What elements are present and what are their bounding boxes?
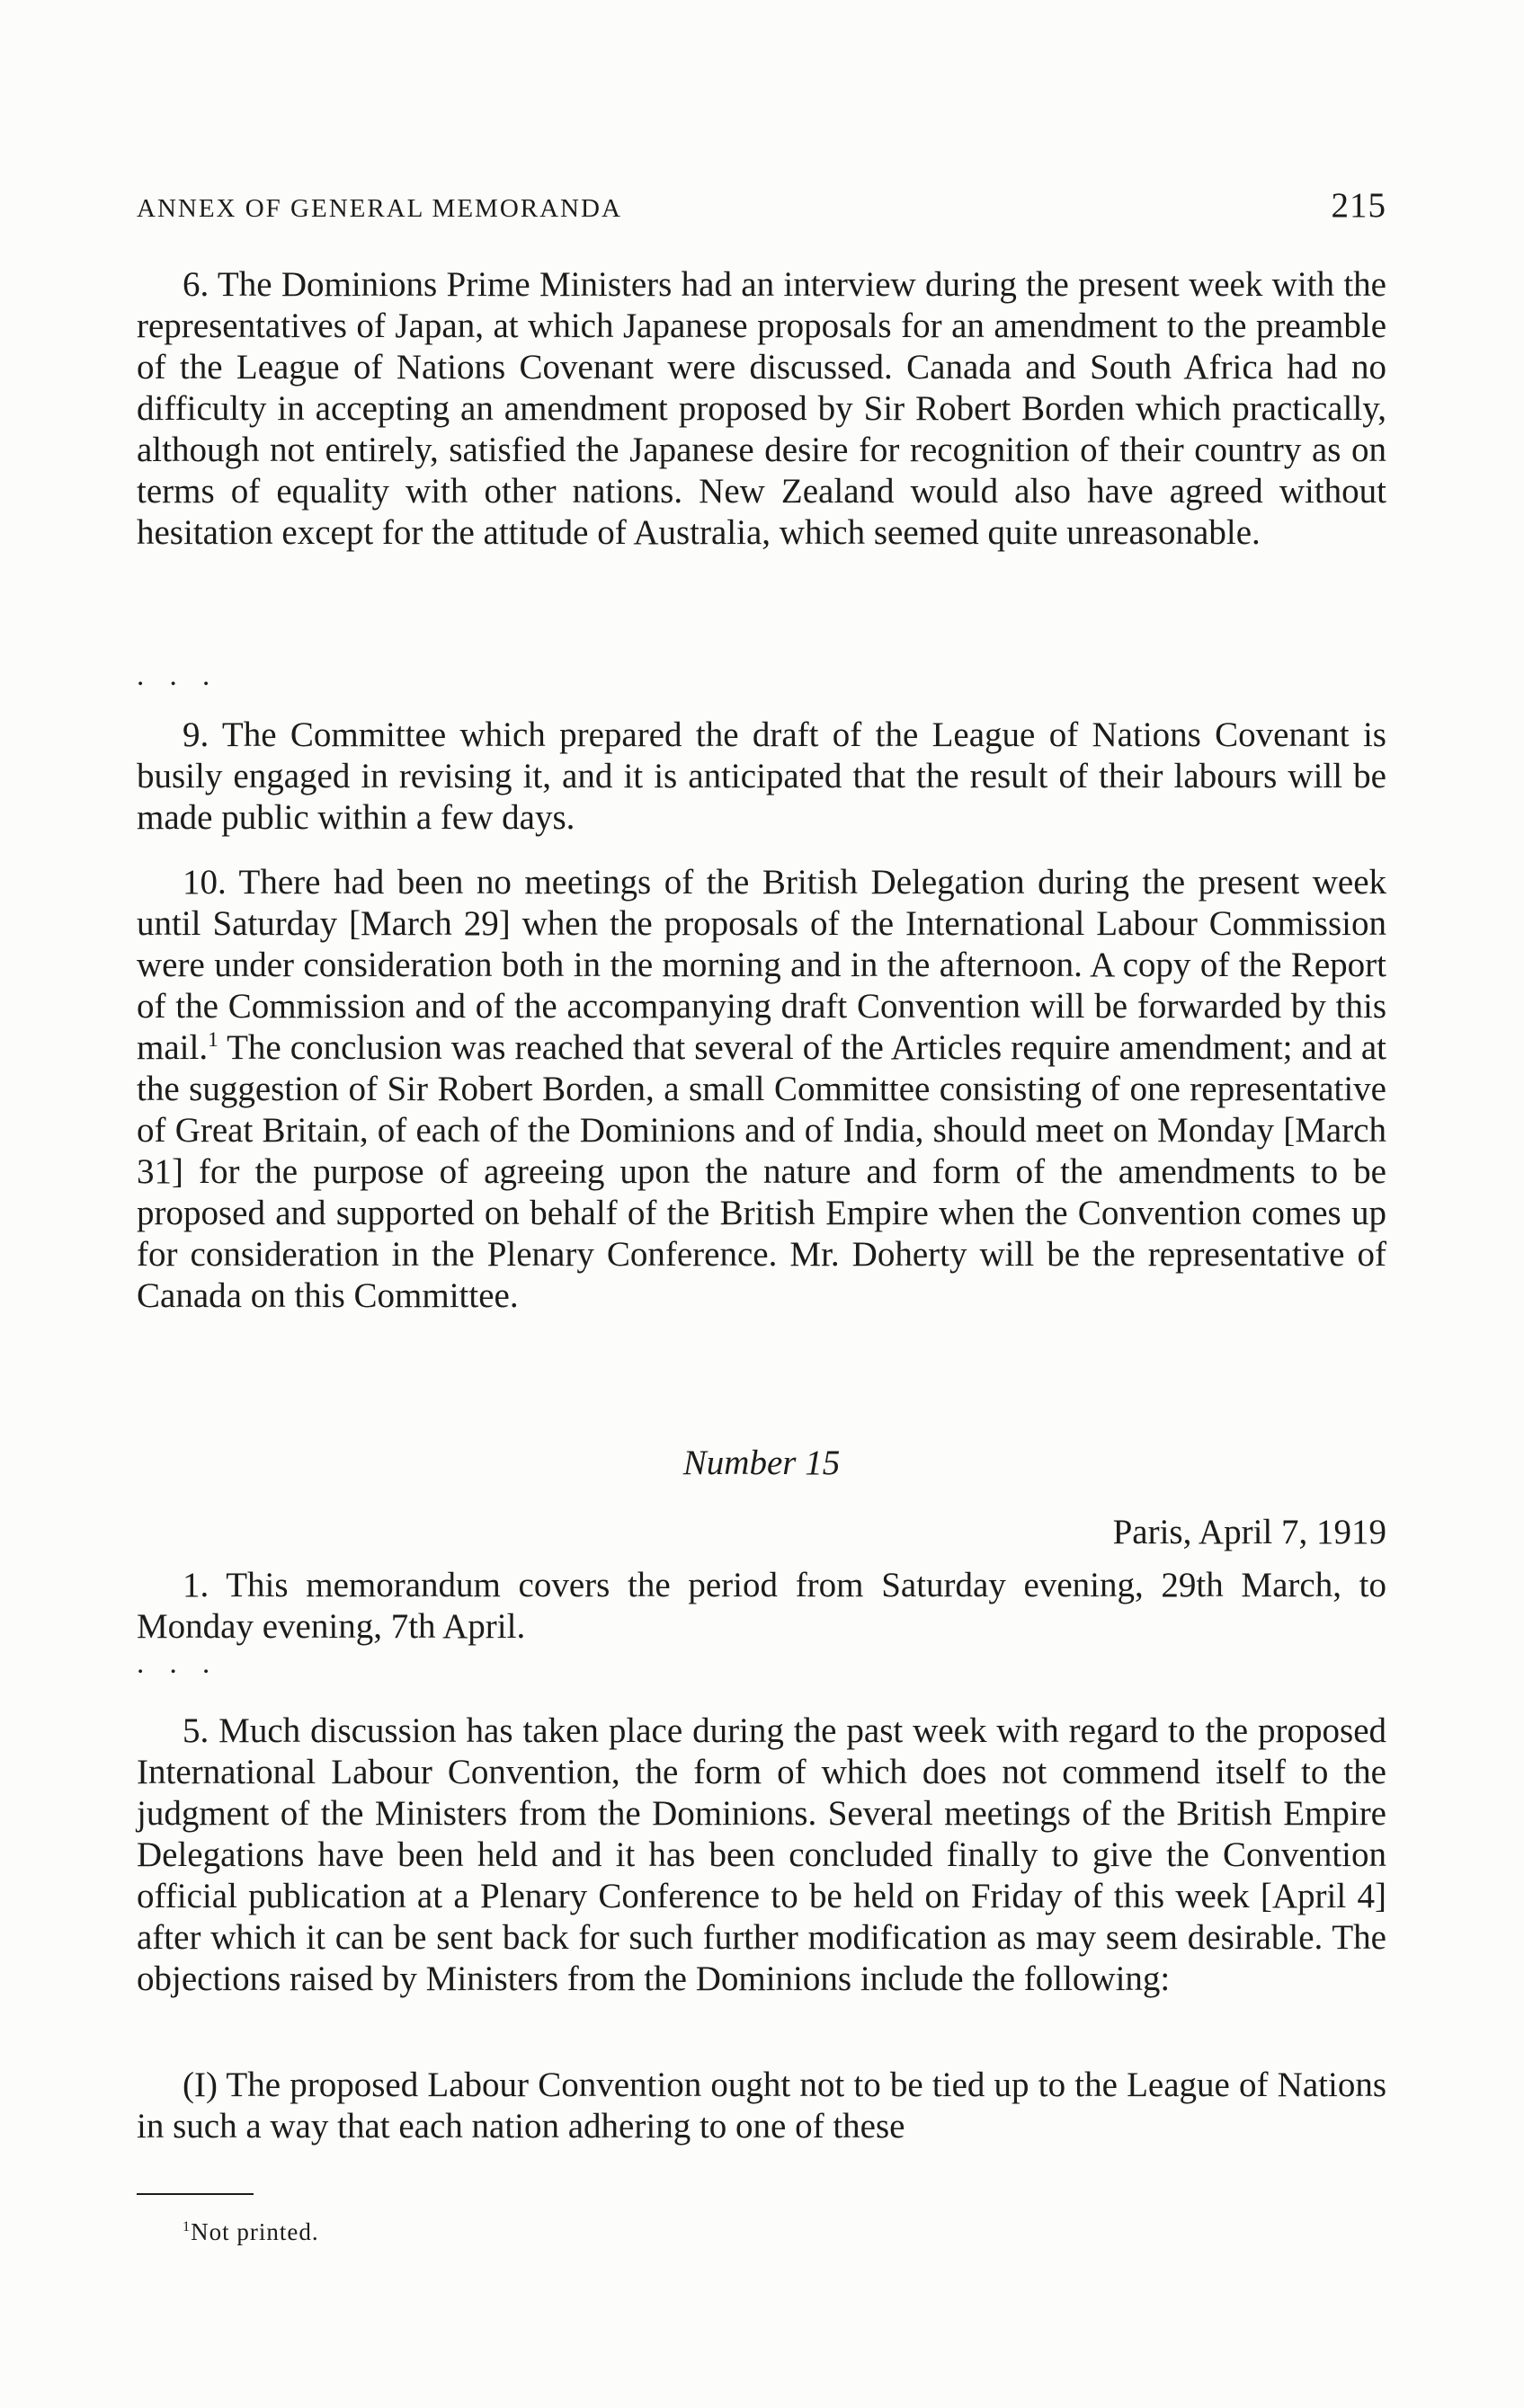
ellipsis-1: . . . xyxy=(137,660,219,692)
footnote-rule xyxy=(137,2193,254,2195)
paragraph-9-text: 9. The Committee which prepared the draft of the League of Nations Covenant is busily engaged in revising it, and it is anticipated that the result of their labours will be made public within a few days. xyxy=(137,715,1386,837)
footnote-text: Not printed. xyxy=(191,2218,319,2245)
running-head-title: ANNEX OF GENERAL MEMORANDA xyxy=(137,194,622,223)
paragraph-1-text: 1. This memorandum covers the period from Saturday evening, 29th March, to Monday evening, 7th April. xyxy=(137,1566,1386,1646)
paragraph-1 xyxy=(137,1565,1386,1648)
paragraph-10-part-a: 10. There had been no meetings of the British Delegation during the present week until Saturday [March 29] when the proposals of the International Labour Commission were under consideration both in the morning and in the afternoon. A copy of the Report of the Commission and of the accompanying draft Convention will be forwarded by this mail. xyxy=(137,863,1386,1067)
paragraph-6 xyxy=(137,264,1386,554)
objection-item-1-text: (I) The proposed Labour Convention ought not to be tied up to the League of Nations in such a way that each nation adhering to one of these xyxy=(137,2066,1386,2146)
paragraph-5 xyxy=(137,1710,1386,2000)
ellipsis-2: . . . xyxy=(137,1648,219,1680)
running-head xyxy=(137,185,1386,226)
objection-item-1 xyxy=(137,2065,1386,2147)
footnote-mark: 1 xyxy=(183,2218,192,2235)
paragraph-5-text: 5. Much discussion has taken place during the past week with regard to the proposed International Labour Convention, the form of which does not commend itself to the judgment of the Ministers from the Dominions. Several meetings of the British Empire Delegations have been held and it has been concluded finally to give the Convention official publication at a Plenary Conference to be held on Friday of this week [April 4] after which it can be sent back for such further modification as may seem desirable. The objections raised by Ministers from the Dominions include the following: xyxy=(137,1711,1386,1998)
paragraph-10 xyxy=(137,862,1386,1317)
dateline: Paris, April 7, 1919 xyxy=(1112,1513,1386,1551)
footnote-ref: 1 xyxy=(208,1028,218,1052)
paragraph-10-text xyxy=(137,862,1386,1317)
paragraph-10-part-b: The conclusion was reached that several of the Articles require amendment; and at the suggestion of Sir Robert Borden, a small Committee consisting of one representative of Great Britain, of each of the Dominions and of India, should meet on Monday [March 31] for the purpose of agreeing upon the nature and form of the amendments to be proposed and supported on behalf of the British Empire when the Convention comes up for consideration in the Plenary Conference. Mr. Doherty will be the representative of Canada on this Committee. xyxy=(137,1028,1386,1315)
paragraph-9 xyxy=(137,715,1386,839)
page-number: 215 xyxy=(1331,186,1386,225)
paragraph-6-text: 6. The Dominions Prime Ministers had an interview during the present week with the representatives of Japan, at which Japanese proposals for an amendment to the preamble of the League of Nations Covenant were discussed. Canada and South Africa had no difficulty in accepting an amendment proposed by Sir Robert Borden which practically, although not entirely, satisfied the Japanese desire for recognition of their country as on terms of equality with other nations. New Zealand would also have agreed without hesitation except for the attitude of Australia, which seemed quite unreasonable. xyxy=(137,265,1386,552)
footnote xyxy=(183,2218,319,2246)
section-title: Number 15 xyxy=(682,1444,841,1482)
